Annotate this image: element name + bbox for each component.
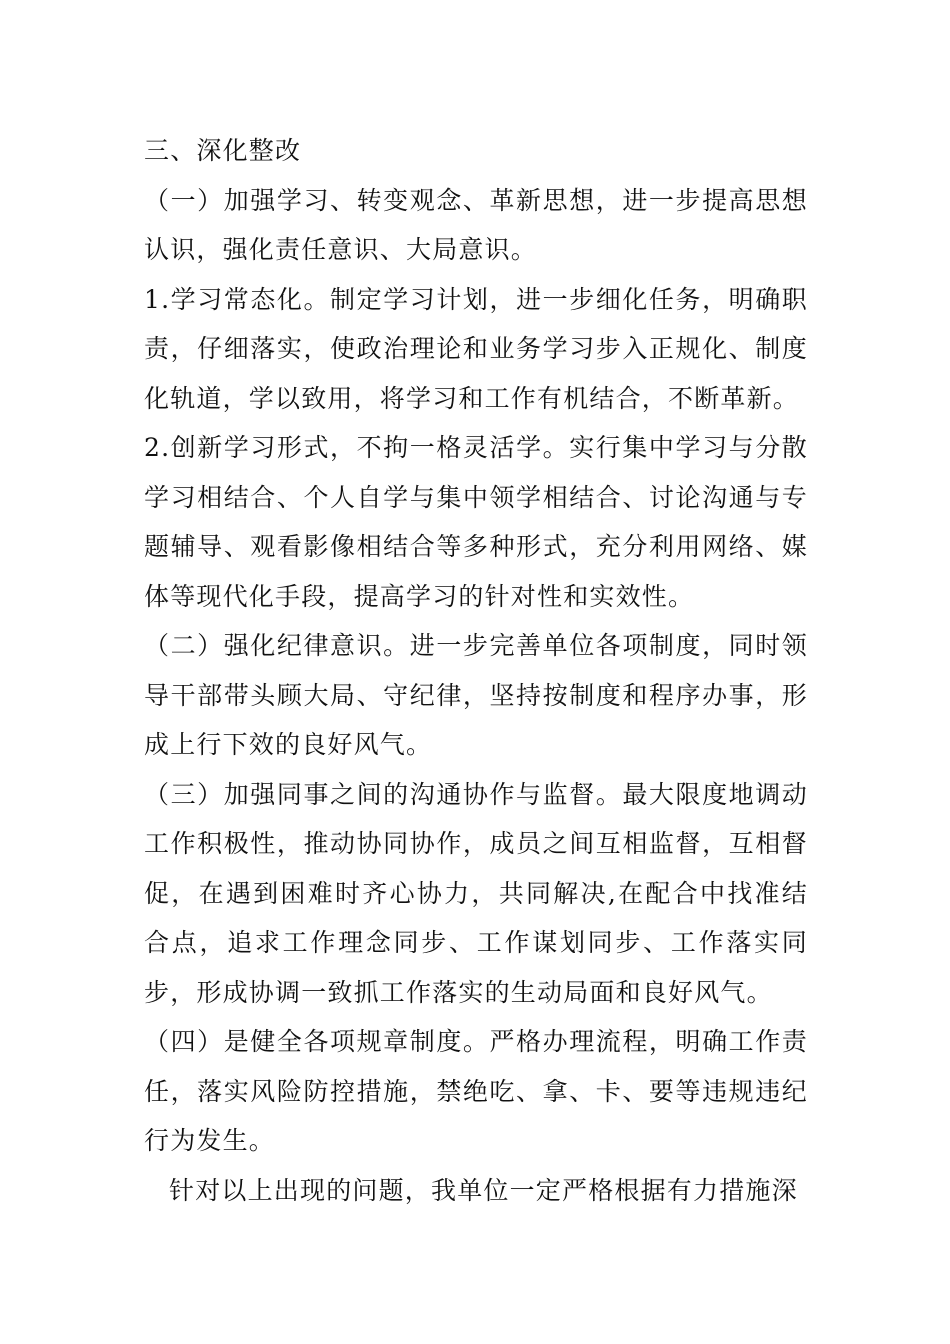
paragraph-4: （二）强化纪律意识。进一步完善单位各项制度，同时领导干部带头顾大局、守纪律，坚持按制度和程序办事，形成上行下效的良好风气。 <box>144 631 808 759</box>
paragraph-2: 1.学习常态化。制定学习计划，进一步细化任务，明确职责，仔细落实，使政治理论和业务学习步入正规化、制度化轨道，学以致用，将学习和工作有机结合，不断革新。 <box>144 284 808 413</box>
document-body <box>144 126 808 1215</box>
paragraph-7: 针对以上出现的问题，我单位一定严格根据有力措施深 <box>169 1175 798 1205</box>
section-heading: 三、深化整改 <box>144 136 302 165</box>
paragraph-3: 2.创新学习形式，不拘一格灵活学。实行集中学习与分散学习相结合、个人自学与集中领学相结合、讨论沟通与专题辅导、观看影像相结合等多种形式，充分利用网络、媒体等现代化手段，提高学习的针对性和实效性。 <box>144 433 808 611</box>
paragraph-6: （四）是健全各项规章制度。严格办理流程，明确工作责任，落实风险防控措施，禁绝吃、拿、卡、要等违规违纪行为发生。 <box>144 1027 808 1155</box>
paragraph-5: （三）加强同事之间的沟通协作与监督。最大限度地调动工作积极性，推动协同协作，成员之间互相监督，互相督促，在遇到困难时齐心协力，共同解决,在配合中找准结合点，追求工作理念同步、工作谋划同步、工作落实同步，形成协调一致抓工作落实的生动局面和良好风气。 <box>144 779 808 1007</box>
paragraph-1: （一）加强学习、转变观念、革新思想，进一步提高思想认识，强化责任意识、大局意识。 <box>144 185 808 264</box>
